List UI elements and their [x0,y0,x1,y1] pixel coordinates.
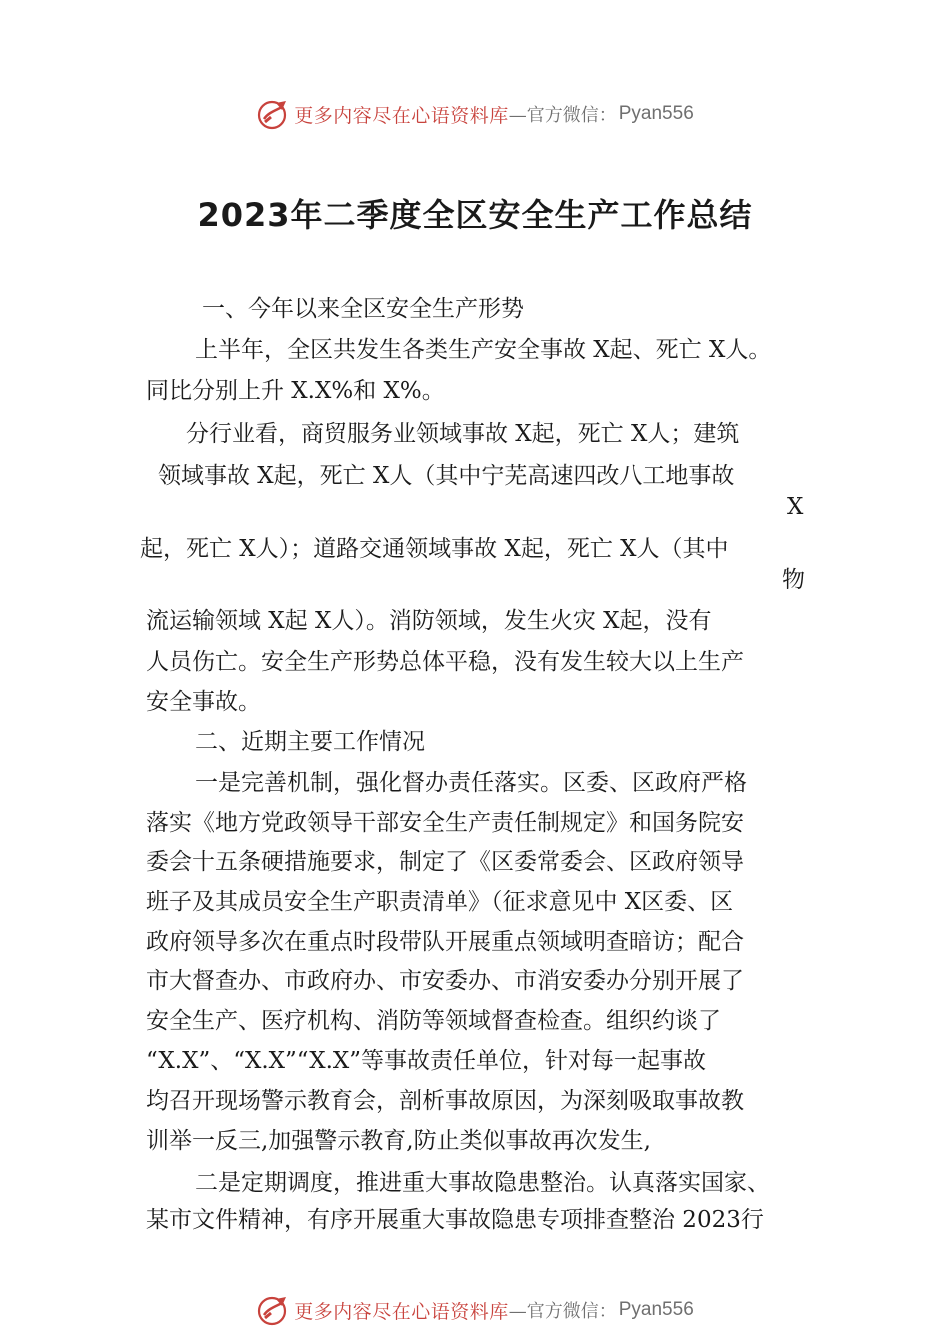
watermark-brand-text: 更多内容尽在心语资料库 [294,1300,509,1323]
paragraph-line: 某市文件精神，有序开展重大事故隐患专项排查整治 2023行 [146,1207,764,1233]
watermark-header [0,94,950,134]
paragraph-line: 安全事故。 [146,689,261,715]
watermark-wechat-id: Pyan556 [618,1299,694,1320]
section-heading-1: 一、今年以来全区安全生产形势 [202,296,524,322]
watermark-wechat-id: Pyan556 [618,103,694,124]
paragraph-line: “X.X”、“X.X”“X.X”等事故责任单位，针对每一起事故 [146,1048,707,1074]
watermark-brand-text: 更多内容尽在心语资料库 [294,104,509,127]
pen-book-logo-icon [256,97,290,131]
paragraph-line: 安全生产、医疗机构、消防等领域督查检查。组织约谈了 [146,1008,721,1034]
paragraph-line: 上半年，全区共发生各类生产安全事故 X起、死亡 X人。 [195,337,772,363]
paragraph-line: 委会十五条硬措施要求，制定了《区委常委会、区政府领导 [146,849,744,875]
paragraph-line: 一是完善机制，强化督办责任落实。区委、区政府严格 [195,770,747,796]
paragraph-line: X [787,494,804,520]
paragraph-line: 分行业看，商贸服务业领域事故 X起，死亡 X人；建筑 [186,421,740,447]
section-heading-2: 二、近期主要工作情况 [195,729,425,755]
paragraph-line: 均召开现场警示教育会，剖析事故原因，为深刻吸取事故教 [146,1088,744,1114]
paragraph-line: 班子及其成员安全生产职责清单》（征求意见中 X区委、区 [146,889,734,915]
watermark-footer [0,1290,950,1330]
document-title: 2023年二季度全区安全生产工作总结 [197,196,753,234]
paragraph-line: 物 [782,567,805,593]
paragraph-line: 流运输领域 X起 X人）。消防领域，发生火灾 X起，没有 [146,608,712,634]
paragraph-line: 市大督查办、市政府办、市安委办、市消安委办分别开展了 [146,968,744,994]
watermark-wechat-label: —官方微信： [508,105,617,126]
paragraph-line: 同比分别上升 X.X%和 X%。 [146,378,445,404]
paragraph-line: 二是定期调度，推进重大事故隐患整治。认真落实国家、 [195,1170,770,1196]
watermark-wechat-label: —官方微信： [508,1301,617,1322]
paragraph-line: 人员伤亡。安全生产形势总体平稳，没有发生较大以上生产 [146,649,744,675]
paragraph-line: 起，死亡 X人）；道路交通领域事故 X起，死亡 X人（其中 [140,536,729,562]
paragraph-line: 政府领导多次在重点时段带队开展重点领域明查暗访；配合 [146,929,744,955]
pen-book-logo-icon [256,1293,290,1327]
paragraph-line: 落实《地方党政领导干部安全生产责任制规定》和国务院安 [146,810,744,836]
paragraph-line: 领域事故 X起，死亡 X人（其中宁芜高速四改八工地事故 [158,463,735,489]
paragraph-line: 训举一反三,加强警示教育,防止类似事故再次发生, [146,1128,651,1154]
